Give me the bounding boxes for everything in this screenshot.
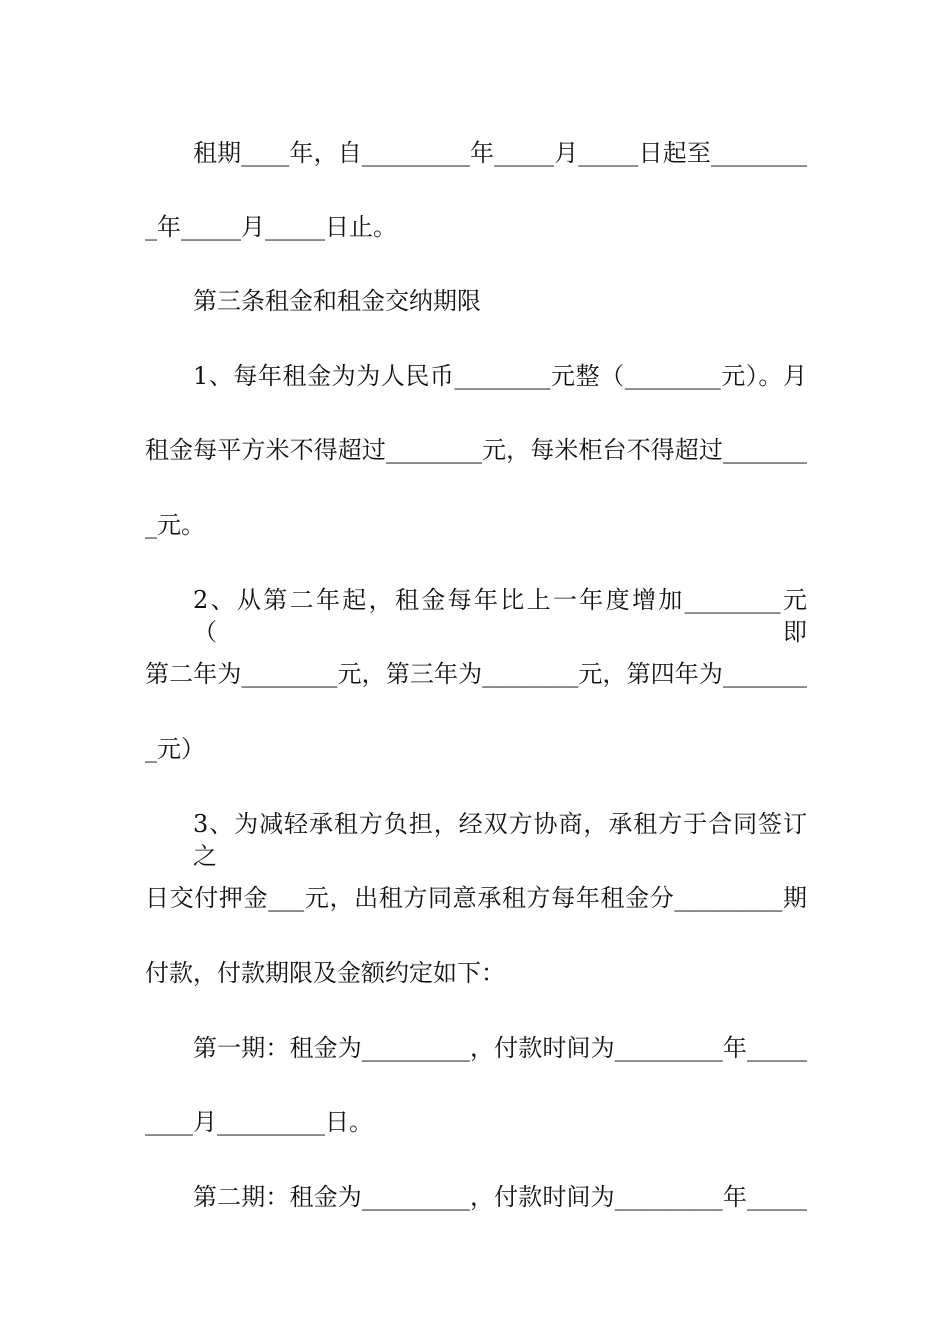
clause-2-line-2: 第二年为________元，第三年为________元，第四年为_______	[145, 660, 807, 688]
clause-1-line-1: 1、每年租金为为人民币________元整（________元）。月	[193, 362, 807, 390]
clause-2-line-3: _元）	[145, 735, 205, 763]
clause-2-line-1: 2、从第二年起，租金每年比上一年度增加________元（即	[193, 586, 807, 646]
clause-1-line-2: 租金每平方米不得超过________元，每米柜台不得超过_______	[145, 436, 807, 464]
lease-term-end-line: _年_____月_____日止。	[145, 213, 397, 241]
article-three-heading: 第三条租金和租金交纳期限	[193, 287, 481, 315]
lease-term-line: 租期____年，自_________年_____月_____日起至________	[193, 139, 807, 167]
installment-1-line-2: ____月_________日。	[145, 1108, 373, 1136]
clause-1-line-3: _元。	[145, 511, 205, 539]
clause-3-line-2: 日交付押金___元，出租方同意承租方每年租金分_________期	[145, 884, 807, 912]
clause-3-line-1: 3、为减轻承租方负担，经双方协商，承租方于合同签订之	[193, 810, 807, 870]
clause-3-line-3: 付款，付款期限及金额约定如下：	[145, 959, 505, 987]
installment-2-line-1: 第二期：租金为_________，付款时间为_________年_____	[193, 1183, 807, 1211]
installment-1-line-1: 第一期：租金为_________，付款时间为_________年_____	[193, 1034, 807, 1062]
